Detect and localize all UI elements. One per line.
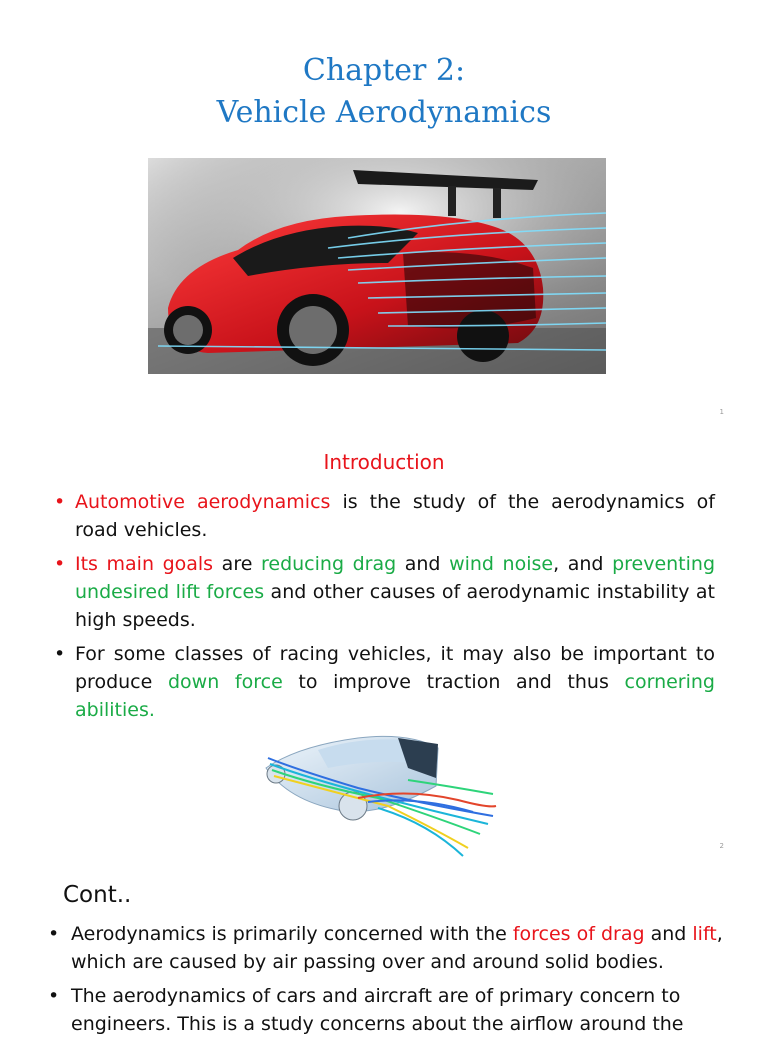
bullet-text: For some classes of racing vehicles, it may also be important to produce (75, 643, 715, 693)
highlight-term: wind noise (449, 553, 554, 575)
bullet-text: , and (553, 553, 613, 575)
highlight-term: preventing undesired lift forces (75, 553, 716, 603)
bullet-list (46, 920, 726, 1044)
bullet-list (50, 488, 715, 730)
highlight-term: down force (167, 671, 283, 693)
highlight-term: lift (692, 923, 717, 945)
bullet-item (46, 920, 726, 976)
slide-title-line1: Chapter 2: (302, 53, 466, 88)
bullet-text: The aerodynamics of cars and aircraft are of primary concern to engineers. This is a study concerns about the airflow around the (71, 985, 684, 1035)
bullet-dot-icon: • (54, 553, 66, 575)
highlight-term: Automotive aerodynamics (75, 491, 331, 513)
bullet-text: to improve traction and thus (282, 671, 625, 693)
bullet-text: Aerodynamics is primarily concerned with the (71, 923, 513, 945)
slide-1 (0, 0, 768, 425)
bullet-item (50, 550, 715, 634)
bullet-item (50, 488, 715, 544)
highlight-term: Its main goals (75, 553, 214, 575)
section-heading: Cont.. (63, 882, 132, 908)
bullet-text: and (396, 553, 450, 575)
red-sports-car-airflow-image (148, 158, 606, 374)
bullet-text: , which are caused by air passing over and around solid bodies. (71, 923, 723, 973)
bullet-text: and other causes of aerodynamic instability at high speeds. (75, 581, 715, 631)
page-number: 1 (719, 408, 724, 416)
car-cfd-airflow-image (258, 728, 498, 860)
highlight-term: reducing drag (260, 553, 397, 575)
bullet-item (50, 640, 715, 724)
slide-3 (0, 870, 768, 1035)
slide-title-line2: Vehicle Aerodynamics (216, 95, 552, 130)
bullet-item (46, 982, 726, 1038)
bullet-text: are (213, 553, 261, 575)
highlight-term: cornering abilities. (75, 671, 715, 721)
bullet-dot-icon: • (48, 985, 60, 1007)
section-heading: Introduction (323, 450, 445, 474)
bullet-text: and (644, 923, 693, 945)
page-number: 2 (719, 842, 724, 850)
bullet-dot-icon: • (54, 643, 66, 665)
bullet-text: is the study of the aerodynamics of road vehicles. (75, 491, 715, 541)
bullet-dot-icon: • (48, 923, 60, 945)
bullet-dot-icon: • (54, 491, 66, 513)
highlight-term: forces of drag (512, 923, 645, 945)
slide-2 (0, 430, 768, 855)
